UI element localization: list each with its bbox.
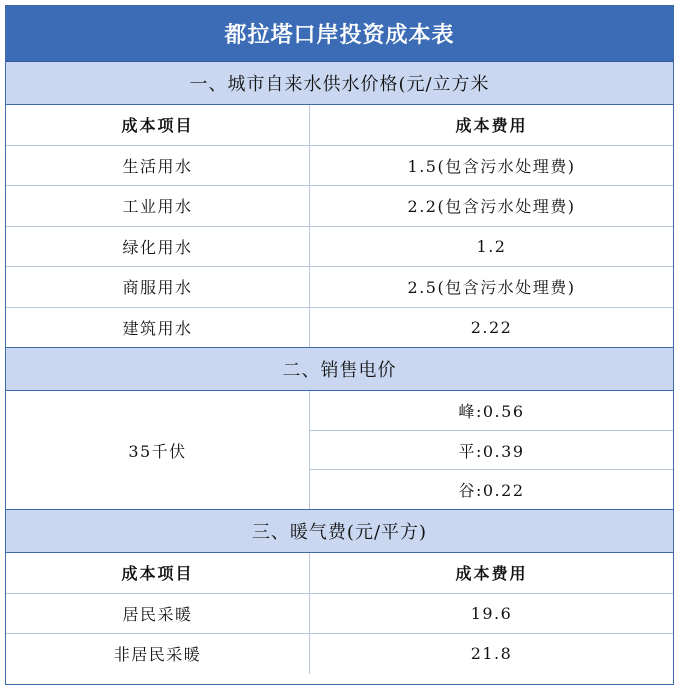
water-header-row bbox=[6, 105, 673, 146]
header-item: 成本项目 bbox=[6, 105, 310, 145]
heating-header-row bbox=[6, 553, 673, 594]
row-item: 生活用水 bbox=[6, 146, 310, 186]
section-electricity-heading: 二、销售电价 bbox=[6, 348, 673, 391]
table-row bbox=[6, 308, 673, 349]
row-cost: 1.5(包含污水处理费) bbox=[407, 156, 576, 176]
table-title: 都拉塔口岸投资成本表 bbox=[6, 6, 673, 62]
row-cost: 19.6 bbox=[470, 603, 513, 623]
table-row bbox=[6, 227, 673, 268]
table-row bbox=[6, 634, 673, 674]
electricity-block bbox=[6, 391, 673, 510]
row-item: 建筑用水 bbox=[6, 308, 310, 348]
row-cost: 21.8 bbox=[470, 644, 513, 664]
table-row bbox=[6, 267, 673, 308]
header-cost: 成本费用 bbox=[455, 564, 528, 584]
row-item: 居民采暖 bbox=[6, 594, 310, 634]
table-row bbox=[6, 186, 673, 227]
table-row bbox=[6, 146, 673, 187]
cost-table bbox=[5, 5, 674, 685]
section-heating-heading: 三、暖气费(元/平方) bbox=[6, 510, 673, 553]
price-peak: 峰:0.56 bbox=[310, 391, 673, 431]
row-cost: 1.2 bbox=[476, 236, 507, 256]
header-cost: 成本费用 bbox=[455, 116, 528, 136]
price-flat: 平:0.39 bbox=[310, 431, 673, 471]
row-cost: 2.5(包含污水处理费) bbox=[407, 278, 576, 298]
row-cost: 2.2(包含污水处理费) bbox=[407, 197, 576, 217]
row-item: 非居民采暖 bbox=[6, 634, 310, 674]
section-water-heading: 一、城市自来水供水价格(元/立方米 bbox=[6, 62, 673, 105]
row-item: 商服用水 bbox=[6, 267, 310, 307]
row-cost: 2.22 bbox=[470, 317, 513, 337]
price-valley: 谷:0.22 bbox=[458, 481, 525, 501]
table-row bbox=[6, 594, 673, 635]
voltage-label: 35千伏 bbox=[6, 391, 310, 509]
row-item: 工业用水 bbox=[6, 186, 310, 226]
price-list bbox=[310, 391, 673, 509]
row-item: 绿化用水 bbox=[6, 227, 310, 267]
header-item: 成本项目 bbox=[6, 553, 310, 593]
